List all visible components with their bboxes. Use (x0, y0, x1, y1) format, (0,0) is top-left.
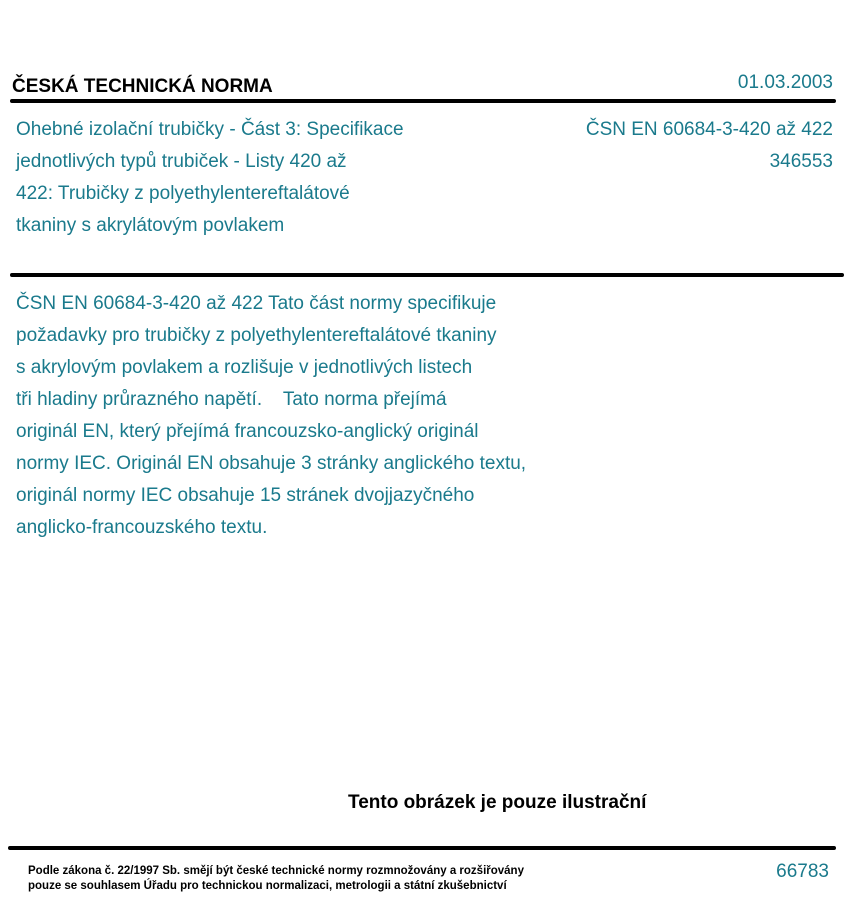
abstract-line: ČSN EN 60684-3-420 až 422 Tato část normy specifikuje (16, 293, 497, 314)
legal-notice-line: pouze se souhlasem Úřadu pro technickou normalizaci, metrologii a státní zkušebnictví (28, 880, 507, 892)
abstract-line: s akrylovým povlakem a rozlišuje v jednotlivých listech (16, 357, 473, 378)
bottom-divider (8, 846, 836, 850)
doc-type-heading: ČESKÁ TECHNICKÁ NORMA (12, 76, 273, 97)
top-divider (10, 99, 836, 103)
middle-divider (10, 273, 844, 277)
abstract-line: normy IEC. Originál EN obsahuje 3 stránky anglického textu, (16, 453, 527, 474)
legal-notice-line: Podle zákona č. 22/1997 Sb. smějí být české technické normy rozmnožovány a rozšiřovány (28, 865, 524, 877)
doc-title-line: Ohebné izolační trubičky - Část 3: Specifikace (16, 119, 404, 140)
catalog-number: 346553 (769, 151, 833, 172)
doc-title (16, 114, 404, 242)
legal-notice (28, 864, 524, 894)
doc-title-line: tkaniny s akrylátovým povlakem (16, 215, 285, 236)
abstract-line: originál EN, který přejímá francouzsko-anglický originál (16, 421, 479, 442)
abstract-line: požadavky pro trubičky z polyethylentereftalátové tkaniny (16, 325, 497, 346)
doc-identifiers (586, 114, 833, 178)
doc-title-line: jednotlivých typů trubiček - Listy 420 až (16, 151, 347, 172)
document-number: 66783 (776, 861, 829, 882)
doc-date: 01.03.2003 (737, 72, 833, 93)
abstract-line: originál normy IEC obsahuje 15 stránek dvojjazyčného (16, 485, 475, 506)
illustration-note: Tento obrázek je pouze ilustrační (348, 792, 647, 813)
doc-title-line: 422: Trubičky z polyethylentereftalátové (16, 183, 350, 204)
standard-code: ČSN EN 60684-3-420 až 422 (585, 119, 833, 140)
abstract-line: anglicko-francouzského textu. (16, 517, 268, 538)
abstract-line: tři hladiny průrazného napětí. Tato norma přejímá (16, 389, 447, 410)
doc-abstract (16, 288, 526, 544)
